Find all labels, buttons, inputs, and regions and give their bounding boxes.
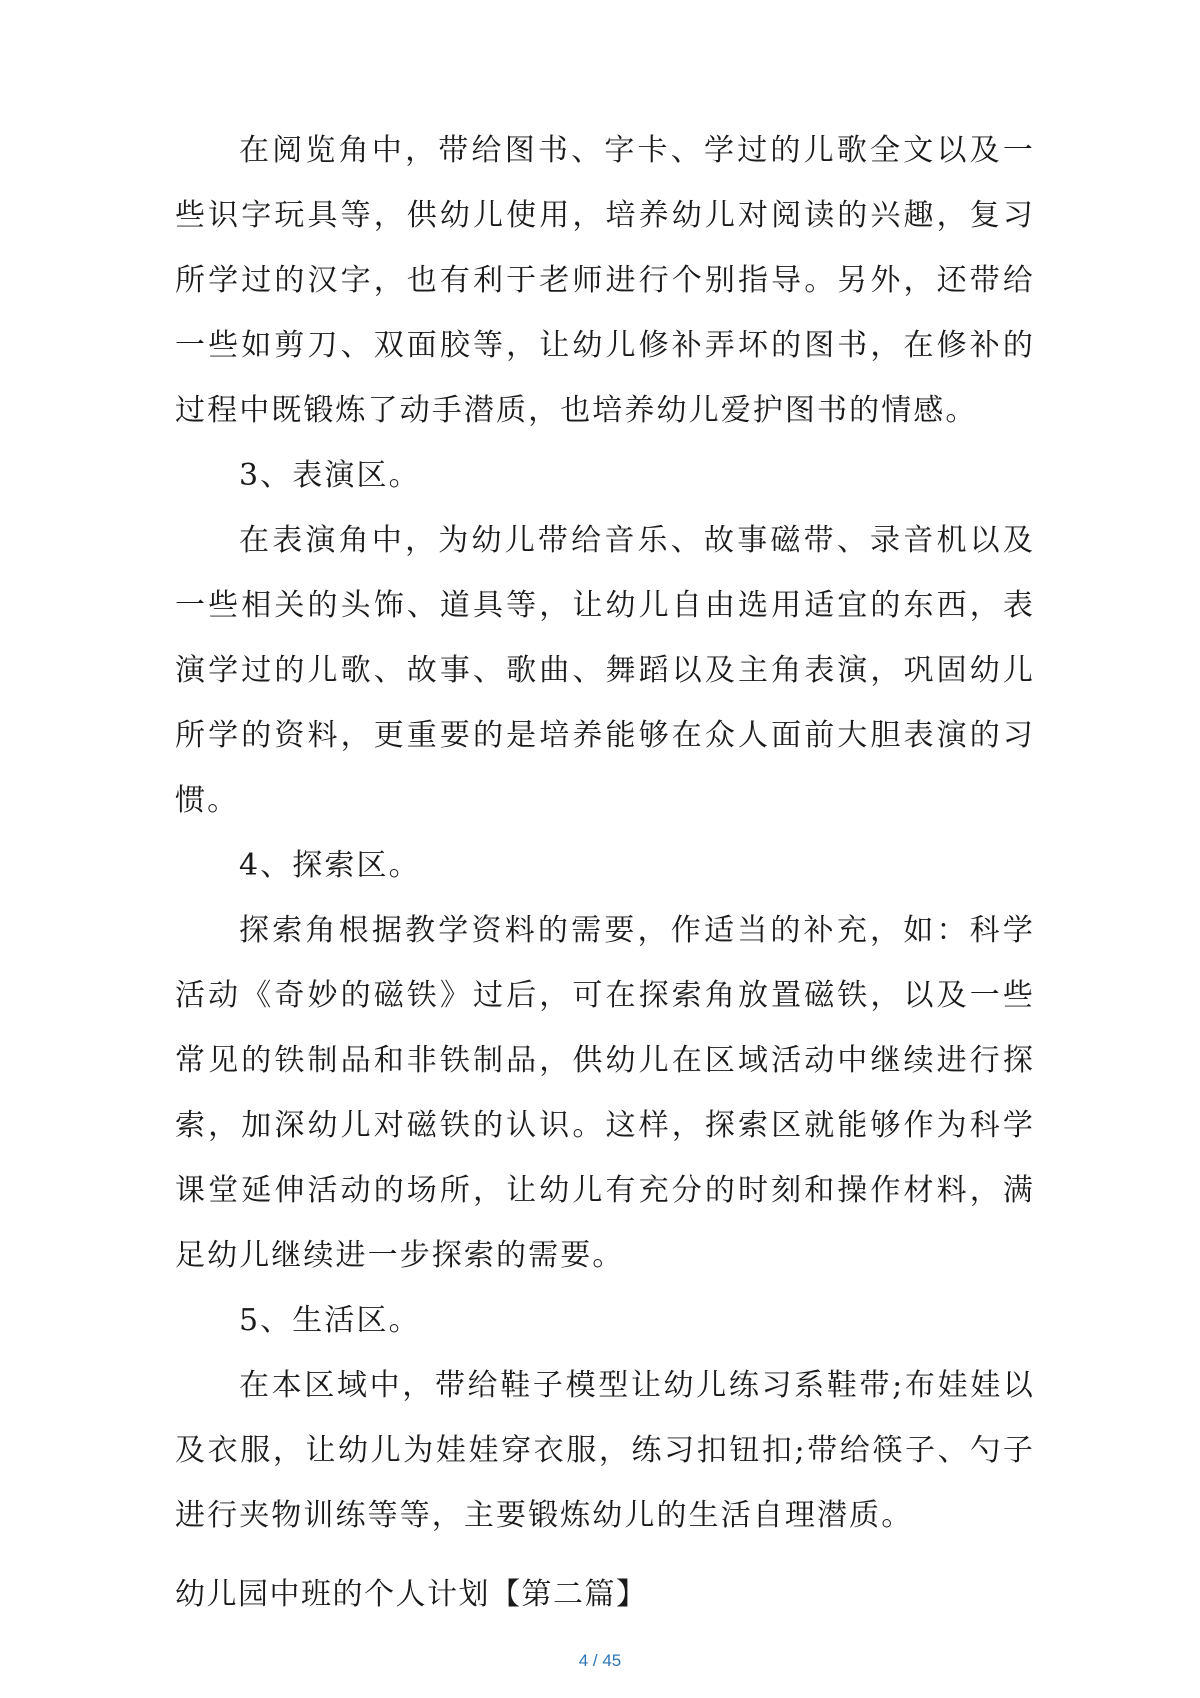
- heading-exploration-area: 4、探索区。: [239, 848, 421, 883]
- paragraph-performance-corner: 在表演角中，为幼儿带给音乐、故事磁带、录音机以及一些相关的头饰、道具等，让幼儿自由选用适宜的东西，表演学过的儿歌、故事、歌曲、舞蹈以及主角表演，巩固幼儿所学的资料，更重要的是培养能够在众人面前大胆表演的习惯。: [175, 523, 1035, 818]
- heading-performance-area: 3、表演区。: [239, 458, 421, 493]
- paragraph-reading-corner: 在阅览角中，带给图书、字卡、学过的儿歌全文以及一些识字玩具等，供幼儿使用，培养幼儿对阅读的兴趣，复习所学过的汉字，也有利于老师进行个别指导。另外，还带给一些如剪刀、双面胶等，让幼儿修补弄坏的图书，在修补的过程中既锻炼了动手潜质，也培养幼儿爱护图书的情感。: [175, 133, 1035, 428]
- section-title: 幼儿园中班的个人计划【第二篇】: [175, 1577, 648, 1612]
- paragraph-life-area: 在本区域中，带给鞋子模型让幼儿练习系鞋带;布娃娃以及衣服，让幼儿为娃娃穿衣服，练习扣钮扣;带给筷子、勺子进行夹物训练等等，主要锻炼幼儿的生活自理潜质。: [175, 1368, 1035, 1533]
- document-body: [175, 118, 1035, 1548]
- heading-life-area: 5、生活区。: [239, 1303, 421, 1338]
- page-number: 4 / 45: [578, 1651, 622, 1670]
- paragraph-exploration-corner: 探索角根据教学资料的需要，作适当的补充，如：科学活动《奇妙的磁铁》过后，可在探索角放置磁铁，以及一些常见的铁制品和非铁制品，供幼儿在区域活动中继续进行探索，加深幼儿对磁铁的认识。这样，探索区就能够作为科学课堂延伸活动的场所，让幼儿有充分的时刻和操作材料，满足幼儿继续进一步探索的需要。: [175, 913, 1035, 1273]
